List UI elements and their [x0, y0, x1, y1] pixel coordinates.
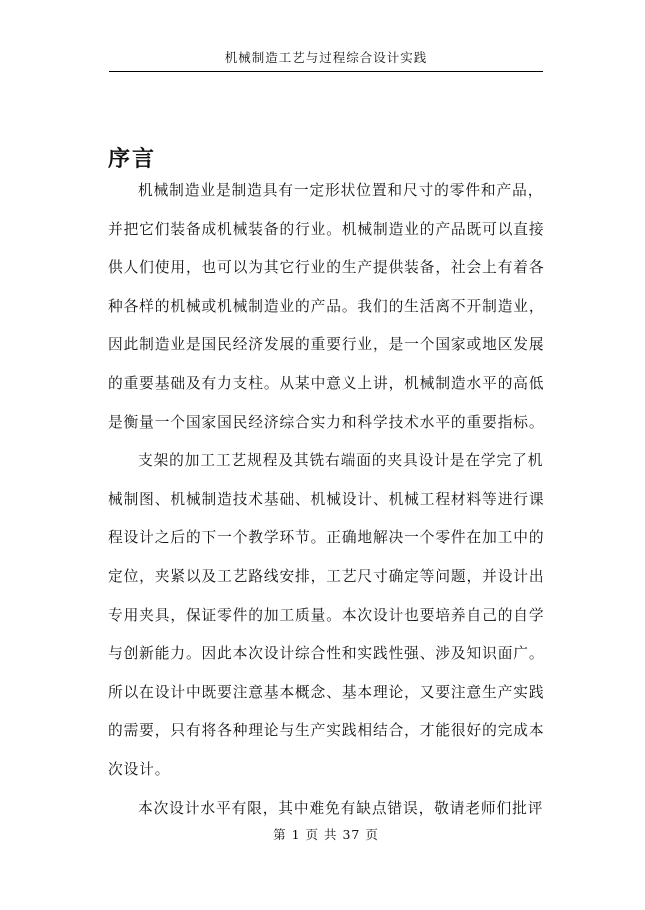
paragraph-closing	[108, 790, 544, 829]
text-line: 供人们使用，也可以为其它行业的生产提供装备，社会上有着各	[108, 259, 545, 277]
paragraph-intro	[108, 172, 544, 442]
text-line: 种各样的机械或机械制造业的产品。我们的生活离不开制造业，	[108, 297, 545, 315]
text-line: 本次设计水平有限，其中难免有缺点错误，敬请老师们批评	[138, 799, 544, 817]
body-text	[108, 172, 544, 828]
text-line: 专用夹具，保证零件的加工质量。本次设计也要培养自己的自学	[108, 606, 545, 624]
section-title: 序言	[108, 145, 157, 172]
text-line: 并把它们装备成机械装备的行业。机械制造业的产品既可以直接	[108, 220, 545, 238]
text-line: 定位，夹紧以及工艺路线安排，工艺尺寸确定等问题，并设计出	[108, 567, 545, 585]
text-line: 次设计。	[108, 760, 171, 778]
text-line: 与创新能力。因此本次设计综合性和实践性强、涉及知识面广。	[108, 645, 545, 663]
page-number: 第 1 页 共 37 页	[273, 827, 379, 842]
running-header: 机械制造工艺与过程综合设计实践	[224, 50, 428, 65]
header-rule	[109, 71, 543, 72]
text-line: 因此制造业是国民经济发展的重要行业，是一个国家或地区发展	[108, 336, 545, 354]
text-line: 程设计之后的下一个教学环节。正确地解决一个零件在加工中的	[108, 529, 545, 547]
text-line: 的重要基础及有力支柱。从某中意义上讲，机械制造水平的高低	[108, 374, 545, 392]
text-line: 是衡量一个国家国民经济综合实力和科学技术水平的重要指标。	[108, 413, 545, 431]
text-line: 所以在设计中既要注意基本概念、基本理论，又要注意生产实践	[108, 683, 545, 701]
text-line: 支架的加工工艺规程及其铣右端面的夹具设计是在学完了机	[138, 452, 544, 470]
text-line: 的需要，只有将各种理论与生产实践相结合，才能很好的完成本	[108, 722, 545, 740]
text-line: 械制图、机械制造技术基础、机械设计、机械工程材料等进行课	[108, 490, 545, 508]
paragraph-design	[108, 442, 544, 789]
text-line: 机械制造业是制造具有一定形状位置和尺寸的零件和产品，	[138, 182, 544, 199]
